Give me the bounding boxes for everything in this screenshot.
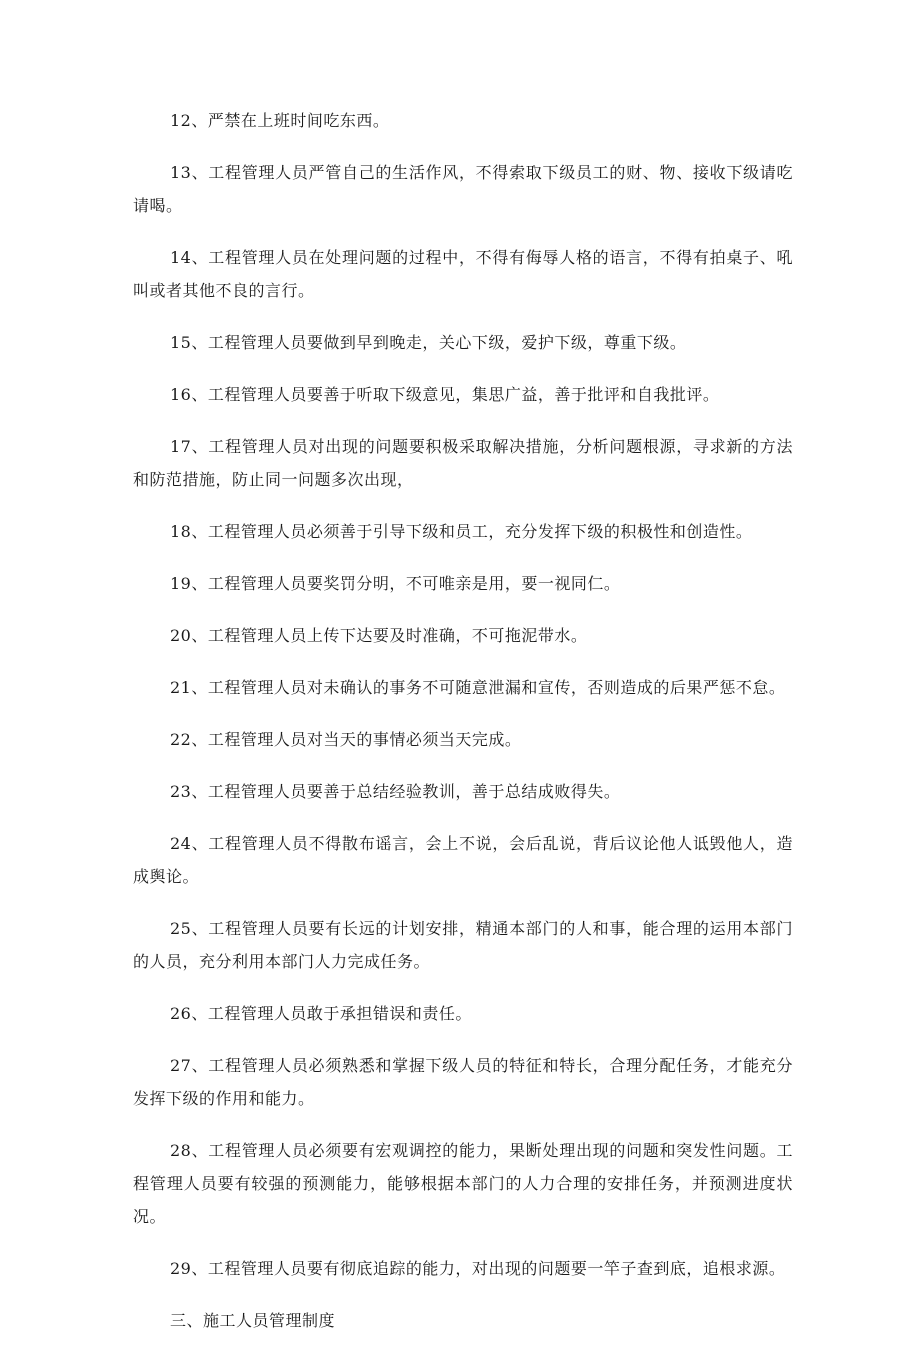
rule-14: 14、工程管理人员在处理问题的过程中，不得有侮辱人格的语言，不得有拍桌子、吼叫或者其他不良的言行。 — [133, 248, 793, 300]
rule-24: 24、工程管理人员不得散布谣言，会上不说，会后乱说，背后议论他人诋毁他人，造成舆论。 — [133, 834, 793, 886]
rule-22: 22、工程管理人员对当天的事情必须当天完成。 — [170, 730, 522, 749]
rule-18: 18、工程管理人员必须善于引导下级和员工，充分发挥下级的积极性和创造性。 — [170, 522, 753, 541]
rule-23: 23、工程管理人员要善于总结经验教训，善于总结成败得失。 — [170, 782, 621, 801]
document-body — [133, 104, 793, 1356]
rule-20: 20、工程管理人员上传下达要及时准确，不可拖泥带水。 — [170, 626, 588, 645]
rule-19: 19、工程管理人员要奖罚分明，不可唯亲是用，要一视同仁。 — [170, 574, 621, 593]
rule-12: 12、严禁在上班时间吃东西。 — [170, 111, 390, 130]
rule-25: 25、工程管理人员要有长远的计划安排，精通本部门的人和事，能合理的运用本部门的人员，充分利用本部门人力完成任务。 — [133, 919, 793, 971]
rule-13: 13、工程管理人员严管自己的生活作风，不得索取下级员工的财、物、接收下级请吃请喝。 — [133, 163, 793, 215]
rule-15: 15、工程管理人员要做到早到晚走，关心下级，爱护下级，尊重下级。 — [170, 333, 687, 352]
rule-16: 16、工程管理人员要善于听取下级意见，集思广益，善于批评和自我批评。 — [170, 385, 720, 404]
rule-27: 27、工程管理人员必须熟悉和掌握下级人员的特征和特长，合理分配任务，才能充分发挥下级的作用和能力。 — [133, 1056, 793, 1108]
rule-21: 21、工程管理人员对未确认的事务不可随意泄漏和宣传，否则造成的后果严惩不怠。 — [170, 678, 786, 697]
rule-26: 26、工程管理人员敢于承担错误和责任。 — [170, 1004, 472, 1023]
section-heading: 三、施工人员管理制度 — [170, 1311, 336, 1330]
rule-17: 17、工程管理人员对出现的问题要积极采取解决措施，分析问题根源，寻求新的方法和防范措施，防止同一问题多次出现， — [133, 437, 793, 489]
rule-28: 28、工程管理人员必须要有宏观调控的能力，果断处理出现的问题和突发性问题。工程管理人员要有较强的预测能力，能够根据本部门的人力合理的安排任务，并预测进度状况。 — [133, 1141, 793, 1226]
rule-29: 29、工程管理人员要有彻底追踪的能力，对出现的问题要一竿子查到底，追根求源。 — [170, 1259, 786, 1278]
